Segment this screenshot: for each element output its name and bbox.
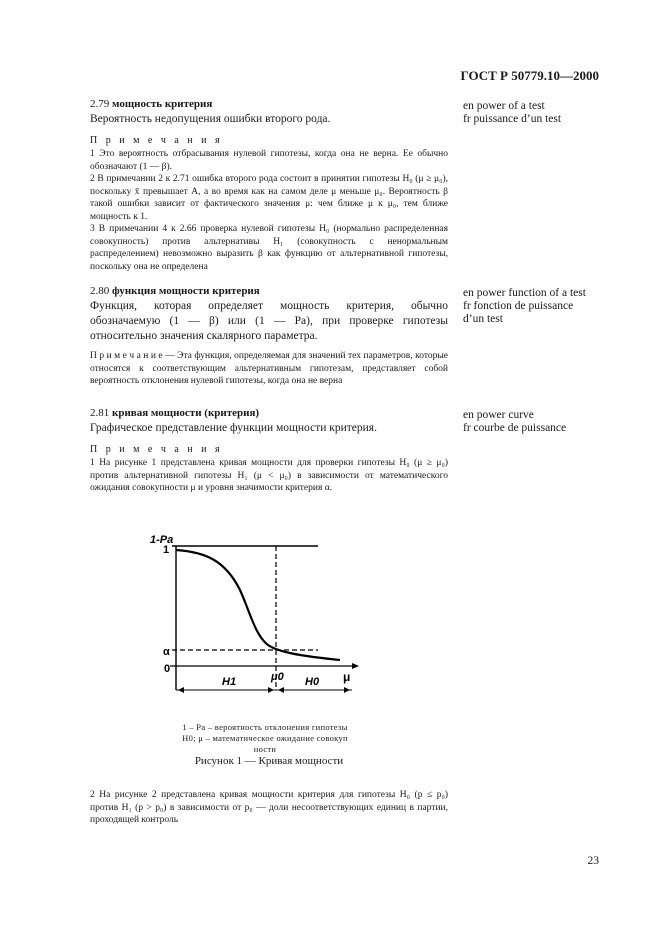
- equivalents-2-80: [463, 287, 613, 326]
- term-number: 2.79: [90, 98, 110, 110]
- notes-heading: П р и м е ч а н и я: [90, 444, 223, 455]
- label-mu0: μ0: [271, 671, 284, 683]
- note-2: 2 В примечании 2 к 2.71 ошибка второго рода состоит в принятии гипотезы H₀ (μ ≥ μ₀), поскольку x̄ превышает A, а во время как на самом деле μ меньше μ₀. Вероятность β такой ошибки зависит от фактического значения μ: чем ближе μ к μ₀, тем ближе мощность к 1.: [90, 174, 448, 222]
- term-definition: Графическое представление функции мощности критерия.: [90, 422, 377, 434]
- note-1: 1 На рисунке 1 представлена кривая мощности для проверки гипотезы H₀ (μ ≥ μ₀) против альтернативной гипотезы H₁ (μ < μ₀) в зависимости от математического ожидания совокупности μ и уровня значимости критерия α.: [90, 458, 448, 493]
- term-definition: Функция, которая определяет мощность критерия, обычно обозначаемую (1 — β) или (1 — Pa), при проверке гипотезы относительно значения скалярного параметра.: [90, 300, 448, 342]
- h0-arrow-left: [278, 687, 284, 693]
- label-alpha: α: [163, 646, 170, 658]
- note-1: 1 Это вероятность отбрасывания нулевой гипотезы, когда она не верна. Ее обычно обозначают (1 — β).: [90, 149, 448, 172]
- h1-arrow-right: [268, 687, 274, 693]
- french-equivalent: fr fonction de puissance: [463, 300, 574, 312]
- section-2-80: [90, 285, 448, 388]
- y-axis-label: 1-Pa: [150, 534, 174, 546]
- french-equivalent: fr puissance d’un test: [463, 113, 562, 125]
- term-title: функция мощности критерия: [112, 285, 260, 297]
- term-heading: [90, 98, 448, 110]
- equivalents-2-79: [463, 100, 613, 126]
- label-one: 1: [163, 544, 170, 556]
- page-number: 23: [587, 855, 599, 867]
- legend-line-2: H0; μ – математическое ожидание совокуп: [182, 733, 348, 743]
- h0-arrow-right: [344, 687, 350, 693]
- english-equivalent: en power curve: [463, 409, 534, 421]
- label-zero: 0: [164, 663, 171, 675]
- bottom-note-block: [90, 789, 448, 827]
- note-3: 3 В примечании 4 к 2.66 проверка нулевой гипотезы H₀ (нормально распределенная совокупность) против альтернативы H₁ (совокупность с ненормальным распределением) невозможно выразить β как функцию от альтернативной гипотезы, поскольку она не определена: [90, 224, 448, 272]
- term-title: кривая мощности (критерия): [112, 407, 260, 419]
- label-mu: μ: [343, 670, 351, 684]
- notes-heading: П р и м е ч а н и я: [90, 135, 223, 146]
- term-title: мощность критерия: [112, 98, 213, 110]
- legend-line-1: 1 – Pa – вероятность отклонения гипотезы: [182, 722, 348, 732]
- standard-header: ГОСТ Р 50779.10—2000: [460, 68, 599, 83]
- section-2-81: [90, 407, 448, 495]
- term-heading: [90, 407, 448, 419]
- label-h0: H0: [305, 676, 320, 688]
- term-number: 2.81: [90, 407, 110, 419]
- note: П р и м е ч а н и е — Эта функция, определяемая для значений тех параметров, которые относятся к соответствующим альтернативным гипотезам, представляет собой вероятность отклонения нулевой гипотезы, когда она не верна: [90, 351, 448, 386]
- figure-legend: [160, 722, 370, 755]
- french-equivalent: fr courbe de puissance: [463, 422, 567, 434]
- english-equivalent: en power of a test: [463, 100, 545, 112]
- french-equivalent-cont: d’un test: [463, 313, 503, 325]
- label-h1: H1: [222, 676, 237, 688]
- bottom-note: 2 На рисунке 2 представлена кривая мощности критерия для гипотезы H₀ (p ≤ p₀) против H₁ (p > p₀) в зависимости от p₀ — доли несоответствующих единиц в партии, проходящей контроль: [90, 790, 448, 825]
- section-2-79: [90, 98, 448, 273]
- legend-line-3: ности: [253, 744, 277, 754]
- term-heading: [90, 285, 448, 297]
- equivalents-2-81: [463, 409, 613, 435]
- term-number: 2.80: [90, 285, 110, 297]
- english-equivalent: en power function of a test: [463, 287, 586, 299]
- h1-arrow-left: [178, 687, 184, 693]
- power-curve: [176, 550, 340, 660]
- term-definition: Вероятность недопущения ошибки второго рода.: [90, 113, 331, 125]
- x-axis-arrow: [352, 663, 359, 669]
- figure-caption: Рисунок 1 — Кривая мощности: [194, 755, 344, 767]
